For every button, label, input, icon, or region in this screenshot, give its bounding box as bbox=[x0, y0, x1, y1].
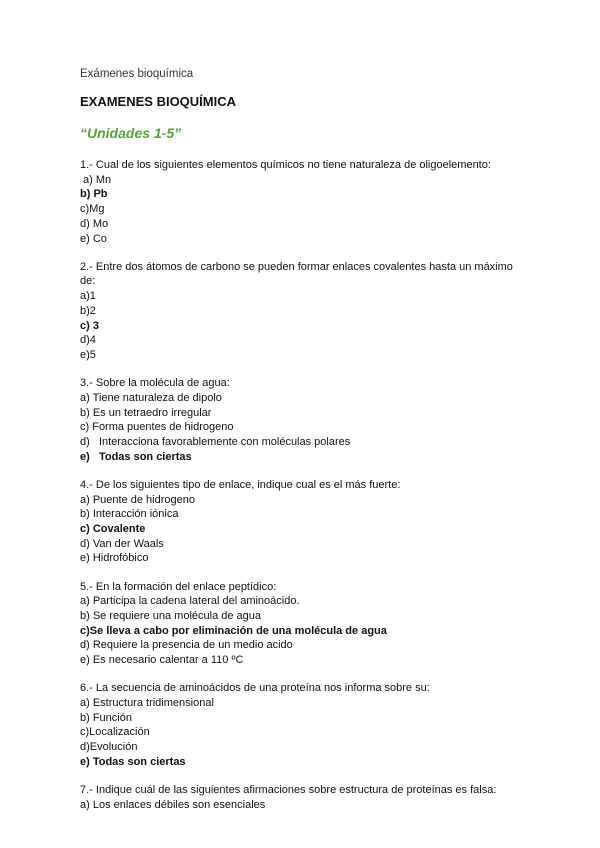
question-block bbox=[80, 783, 530, 812]
answer-option: b)2 bbox=[80, 304, 96, 317]
answer-option: a) Mn bbox=[80, 173, 112, 186]
question-block bbox=[80, 260, 530, 363]
document-subtitle: “Unidades 1-5” bbox=[80, 125, 182, 141]
answer-option: c)Localización bbox=[80, 726, 150, 739]
question-text: 3.- Sobre la molécula de agua: bbox=[80, 377, 230, 390]
question-block bbox=[80, 376, 530, 464]
answer-option: b) Es un tetraedro irregular bbox=[80, 406, 212, 419]
answer-option: a)1 bbox=[80, 290, 96, 303]
answer-option: e) Hidrofóbico bbox=[80, 552, 149, 565]
answer-option: e) Es necesario calentar a 110 ºC bbox=[80, 654, 244, 667]
question-block bbox=[80, 580, 530, 668]
answer-option: a) Estructura tridimensional bbox=[80, 697, 214, 709]
answer-option: d) Mo bbox=[80, 217, 109, 230]
answer-option: d) Interacciona favorablemente con moléculas polares bbox=[80, 435, 351, 448]
answer-option: d) Requiere la presencia de un medio acido bbox=[80, 639, 293, 652]
answer-option: a) Puente de hidrogeno bbox=[80, 493, 195, 506]
answer-option: c)Mg bbox=[80, 203, 105, 216]
question-block bbox=[80, 478, 530, 566]
question-text: 7.- Indique cuál de las siguientes afirmaciones sobre estructura de proteínas es falsa: bbox=[80, 784, 497, 797]
question-block bbox=[80, 681, 530, 769]
answer-option: c) 3 bbox=[80, 319, 99, 332]
answer-option: e) Co bbox=[80, 232, 107, 245]
question-text: 2.- Entre dos átomos de carbono se pueden formar enlaces covalentes hasta un máximo bbox=[80, 260, 513, 273]
document-title: EXAMENES BIOQUÍMICA bbox=[80, 94, 237, 109]
answer-option: a) Participa la cadena lateral del aminoácido. bbox=[80, 595, 300, 608]
answer-option: de: bbox=[80, 275, 96, 288]
question-text: 5.- En la formación del enlace peptídico: bbox=[80, 580, 277, 593]
question-text: 4.- De los siguientes tipo de enlace, indique cual es el más fuerte: bbox=[80, 478, 401, 491]
answer-option: b) Se requiere una molécula de agua bbox=[80, 609, 262, 622]
question-text: 6.- La secuencia de aminoácidos de una proteína nos informa sobre su: bbox=[80, 682, 430, 695]
question-block bbox=[80, 158, 530, 246]
answer-option: a) Tiene naturaleza de dipolo bbox=[80, 391, 222, 404]
answer-option: e) Todas son ciertas bbox=[80, 450, 192, 463]
answer-option: a) Los enlaces débiles son esenciales bbox=[80, 798, 266, 811]
questions-list bbox=[80, 158, 530, 826]
answer-option: c)Se lleva a cabo por eliminación de una molécula de agua bbox=[80, 624, 387, 637]
answer-option: b) Pb bbox=[80, 188, 108, 201]
answer-option: d)4 bbox=[80, 334, 96, 347]
answer-option: c) Covalente bbox=[80, 522, 146, 535]
answer-option: e)5 bbox=[80, 348, 96, 361]
answer-option: b) Interacción iónica bbox=[80, 508, 179, 521]
question-text: 1.- Cual de los siguientes elementos químicos no tiene naturaleza de oligoelemento: bbox=[80, 159, 491, 171]
page-header: Exámenes bioquímica bbox=[80, 68, 194, 80]
answer-option: d) Van der Waals bbox=[80, 537, 164, 550]
answer-option: c) Forma puentes de hidrogeno bbox=[80, 421, 234, 434]
answer-option: e) Todas son ciertas bbox=[80, 755, 186, 768]
answer-option: b) Función bbox=[80, 711, 132, 724]
answer-option: d)Evolución bbox=[80, 741, 138, 754]
